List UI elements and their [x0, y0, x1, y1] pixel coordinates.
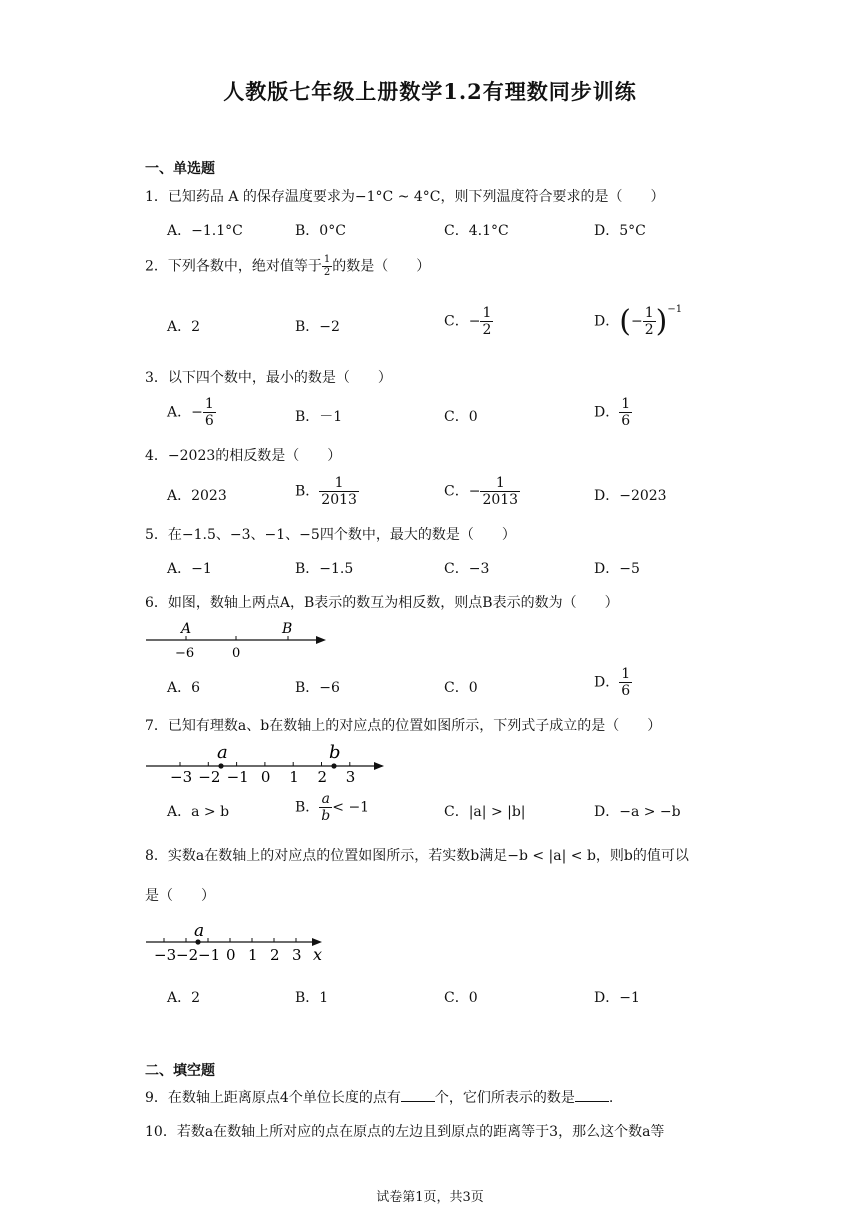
q2-d-fraction	[643, 306, 656, 337]
q3-d-num: 1	[621, 396, 631, 412]
q2-c-num: 1	[482, 305, 492, 321]
q9-blank-2[interactable]	[575, 1089, 609, 1102]
q3-option-c[interactable]: C．0	[444, 409, 478, 425]
question-9-stem	[145, 1087, 613, 1107]
page-footer: 试卷第1页，共3页	[376, 1190, 484, 1205]
q2-c-den: 2	[482, 322, 492, 338]
q8-number-line-figure	[142, 922, 332, 966]
q6-option-b[interactable]: B．−6	[295, 680, 340, 696]
q4-c-den: 2013	[482, 492, 519, 508]
q3-a-den: 6	[204, 413, 214, 429]
q6-label-a: A	[181, 621, 192, 637]
q4-option-c[interactable]	[444, 476, 520, 507]
q2-frac-num: 1	[323, 254, 331, 265]
q9-text-mid: 个，它们所表示的数是	[434, 1090, 575, 1106]
q2-d-paren-close: )	[655, 304, 668, 339]
q7-label-b: b	[329, 742, 341, 763]
q2-d-paren-open: (	[619, 304, 631, 339]
q6-axis-arrow	[316, 636, 326, 644]
q6-number-line-figure	[142, 618, 332, 662]
q7-point-a	[218, 763, 223, 768]
q6-option-c[interactable]: C．0	[444, 680, 478, 696]
q7-label-a: a	[217, 742, 228, 763]
q2-d-sign: −	[630, 313, 643, 330]
q8-option-c[interactable]: C．0	[444, 990, 478, 1006]
section-heading-fill-blank: 二、填空题	[145, 1063, 215, 1079]
q6-d-fraction	[619, 667, 632, 698]
q7-axis-arrow	[374, 762, 384, 770]
q2-stem-post: 的数是（ ）	[332, 258, 431, 275]
q3-a-num: 1	[204, 396, 214, 412]
q2-option-a[interactable]: A．2	[167, 319, 201, 335]
q7-number-line-figure	[142, 740, 392, 790]
q4-c-fraction	[480, 476, 520, 507]
q3-a-fraction	[203, 397, 216, 428]
q6-tick-label-a: −6	[175, 646, 195, 661]
q5-option-a[interactable]: A．−1	[167, 561, 212, 577]
question-2-stem	[145, 255, 430, 278]
q3-d-label: D．	[594, 404, 620, 421]
q8-tick-label: 1	[248, 946, 258, 964]
q7-b-fraction	[319, 792, 332, 823]
q6-option-a[interactable]: A．6	[167, 680, 201, 696]
q5-option-d[interactable]: D．−5	[594, 561, 640, 577]
q7-b-label: B．	[295, 799, 320, 816]
q4-c-num: 1	[480, 476, 520, 492]
q8-tick-label: 0	[226, 946, 236, 964]
q1-option-a[interactable]: A．−1.1°C	[167, 223, 243, 239]
q5-option-c[interactable]: C．−3	[444, 561, 490, 577]
q2-c-label: C．	[444, 313, 469, 330]
q8-option-d[interactable]: D．−1	[594, 990, 640, 1006]
q2-d-label: D．	[594, 313, 620, 330]
q8-axis-label-x: x	[313, 945, 323, 964]
q2-d-den: 2	[644, 322, 654, 338]
q4-b-fraction	[319, 476, 359, 507]
q3-option-a[interactable]	[167, 397, 216, 428]
q4-c-sign: −	[468, 483, 481, 500]
question-7-stem: 7．已知有理数a、b在数轴上的对应点的位置如图所示，下列式子成立的是（ ）	[145, 718, 662, 734]
q2-d-num: 1	[644, 305, 654, 321]
q8-label-a: a	[194, 922, 205, 941]
q4-c-label: C．	[444, 483, 469, 500]
q2-option-c[interactable]	[444, 306, 493, 337]
q8-option-a[interactable]: A．2	[167, 990, 201, 1006]
q6-tick-label-0: 0	[232, 646, 241, 661]
q7-option-a[interactable]: A．a > b	[167, 804, 230, 820]
q6-option-d[interactable]	[594, 667, 632, 698]
q9-blank-1[interactable]	[401, 1089, 435, 1102]
q2-stem-pre: 2．下列各数中，绝对值等于	[145, 258, 322, 275]
q2-c-fraction	[480, 306, 493, 337]
section-heading-single-choice: 一、单选题	[145, 161, 215, 177]
q7-tick-label: 3	[345, 768, 356, 786]
q4-b-label: B．	[295, 483, 320, 500]
q4-b-den: 2013	[321, 492, 357, 508]
question-6-stem: 6．如图，数轴上两点A，B表示的数互为相反数，则点B表示的数为（ ）	[145, 595, 619, 611]
q4-option-a[interactable]: A．2023	[167, 488, 227, 504]
q2-d-exponent: −1	[667, 304, 683, 315]
question-8-stem-line2: 是（ ）	[145, 888, 215, 904]
question-4-stem: 4．−2023的相反数是（ ）	[145, 448, 342, 464]
q7-b-den: b	[321, 808, 331, 824]
question-10-stem: 10．若数a在数轴上所对应的点在原点的左边且到原点的距离等于3，那么这个数a等	[145, 1124, 665, 1140]
q3-a-sign: −	[191, 404, 203, 421]
q7-option-c[interactable]: C．|a| > |b|	[444, 804, 526, 820]
q7-b-post: < −1	[332, 799, 370, 816]
q8-tick-label: 2	[270, 946, 280, 964]
q4-option-b[interactable]	[295, 476, 359, 507]
q6-d-label: D．	[594, 674, 620, 691]
q3-d-den: 6	[621, 413, 631, 429]
q9-text-pre: 9．在数轴上距离原点4个单位长度的点有	[145, 1090, 401, 1106]
q6-d-den: 6	[621, 683, 631, 699]
q8-tick-label: −1	[198, 946, 221, 964]
q1-option-b[interactable]: B．0°C	[295, 223, 346, 239]
question-5-stem: 5．在−1.5、−3、−1、−5四个数中，最大的数是（ ）	[145, 527, 516, 543]
q7-option-d[interactable]: D．−a > −b	[594, 804, 681, 820]
q8-tick-label: −3	[154, 946, 177, 964]
q2-option-b[interactable]: B．−2	[295, 319, 340, 335]
q7-tick-label: −3	[170, 768, 193, 786]
q5-option-b[interactable]: B．−1.5	[295, 561, 354, 577]
q7-tick-label: −1	[226, 768, 249, 786]
q4-option-d[interactable]: D．−2023	[594, 488, 667, 504]
q2-c-sign: −	[468, 313, 481, 330]
q8-tick-label: 3	[292, 946, 302, 964]
question-1-stem: 1．已知药品 A 的保存温度要求为−1°C ~ 4°C，则下列温度符合要求的是（ ）	[145, 189, 665, 205]
q3-a-label: A．	[167, 404, 192, 421]
q7-tick-label: 2	[317, 768, 328, 786]
q8-tick-label: −2	[176, 946, 199, 964]
page-title: 人教版七年级上册数学1.2有理数同步训练	[223, 79, 637, 104]
q7-point-b	[331, 763, 336, 768]
q2-fraction	[322, 255, 332, 278]
q7-tick-label: 1	[289, 768, 299, 786]
q2-frac-den: 2	[323, 267, 331, 278]
q8-option-b[interactable]: B．1	[295, 990, 329, 1006]
q9-text-post: .	[608, 1090, 614, 1106]
q7-tick-label: 0	[260, 768, 271, 786]
q1-option-d[interactable]: D．5°C	[594, 223, 646, 239]
q3-option-d[interactable]	[594, 397, 632, 428]
q7-b-num: a	[319, 792, 332, 808]
question-8-stem-line1: 8．实数a在数轴上的对应点的位置如图所示，若实数b满足−b < |a| < b，则b的值可以	[145, 848, 689, 864]
q1-option-c[interactable]: C．4.1°C	[444, 223, 509, 239]
q3-d-fraction	[619, 397, 632, 428]
q7-option-b[interactable]	[295, 792, 369, 823]
question-3-stem: 3．以下四个数中，最小的数是（ ）	[145, 370, 392, 386]
q6-label-b: B	[282, 621, 293, 637]
q4-b-num: 1	[319, 476, 359, 492]
q6-d-num: 1	[621, 666, 631, 682]
q3-option-b[interactable]: B．－1	[295, 409, 343, 425]
q7-tick-label: −2	[198, 768, 221, 786]
q2-option-d[interactable]	[594, 304, 682, 339]
